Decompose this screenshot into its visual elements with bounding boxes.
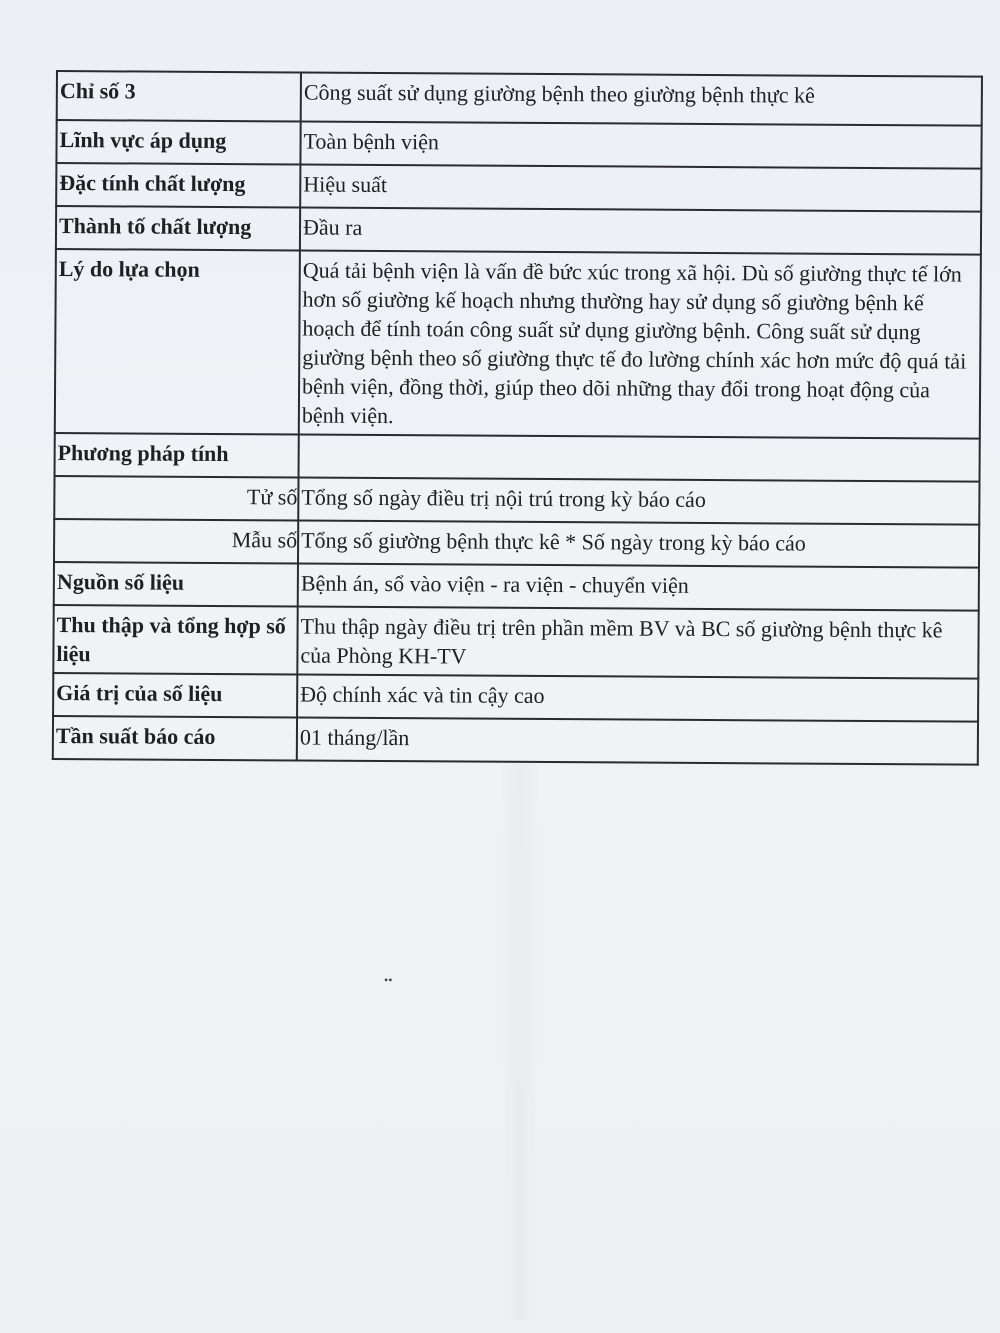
- row-label: Giá trị của số liệu: [53, 673, 297, 717]
- table-row: [54, 476, 979, 525]
- table-row: [53, 605, 978, 679]
- table-row: [54, 519, 979, 568]
- page-fold-shadow: [500, 760, 540, 1320]
- row-value: Công suất sử dụng giường bệnh theo giường bệnh thực kê: [301, 72, 982, 125]
- row-label: Thu thập và tổng hợp số liệu: [53, 605, 297, 674]
- row-label: Phương pháp tính: [55, 433, 299, 477]
- table-row: [56, 120, 981, 169]
- row-value: Tổng số giường bệnh thực kê * Số ngày trong kỳ báo cáo: [298, 520, 979, 567]
- row-value: Bệnh án, sổ vào viện - ra viện - chuyển viện: [298, 563, 979, 610]
- indicator-table: [52, 70, 983, 766]
- stray-ink-mark: ••: [384, 973, 393, 987]
- row-label-numerator: Tử số: [54, 476, 298, 520]
- row-value: 01 tháng/lần: [297, 717, 978, 764]
- table-row: [56, 163, 981, 212]
- table-row: [55, 433, 980, 482]
- row-value: Thu thập ngày điều trị trên phần mềm BV và BC số giường bệnh thực kê của Phòng KH-TV: [297, 606, 978, 678]
- row-label: Nguồn số liệu: [54, 562, 298, 606]
- row-label: Đặc tính chất lượng: [56, 163, 300, 207]
- row-label-denominator: Mẫu số: [54, 519, 298, 563]
- table-row: [54, 562, 979, 611]
- row-value: Hiệu suất: [300, 164, 981, 211]
- row-value: [299, 434, 980, 481]
- row-value: Đầu ra: [300, 207, 981, 254]
- row-value: Độ chính xác và tin cậy cao: [297, 674, 978, 721]
- row-value: Quá tải bệnh viện là vấn đề bức xúc trong xã hội. Dù số giường thực tế lớn hơn số giường kế hoạch nhưng thường hay sử dụng số giường bệnh kế hoạch để tính toán công suất sử dụng giường bệnh. Công suất sử dụng giường bệnh theo số giường thực tế đo lường chính xác hơn mức độ quá tải bệnh viện, đồng thời, giúp theo dõi những thay đổi trong hoạt động của bệnh viện.: [299, 250, 981, 438]
- table-row: [57, 71, 982, 126]
- row-label: Tần suất báo cáo: [53, 716, 297, 760]
- table-row: [56, 206, 981, 255]
- table-row: [53, 673, 978, 722]
- row-label: Chỉ số 3: [57, 71, 301, 121]
- table-row: [53, 716, 978, 765]
- row-value: Tổng số ngày điều trị nội trú trong kỳ báo cáo: [298, 477, 979, 524]
- row-label: Lĩnh vực áp dụng: [56, 120, 300, 164]
- row-value: Toàn bệnh viện: [300, 121, 981, 168]
- row-label: Lý do lựa chọn: [55, 249, 300, 434]
- table-row: [55, 249, 981, 439]
- row-label: Thành tố chất lượng: [56, 206, 300, 250]
